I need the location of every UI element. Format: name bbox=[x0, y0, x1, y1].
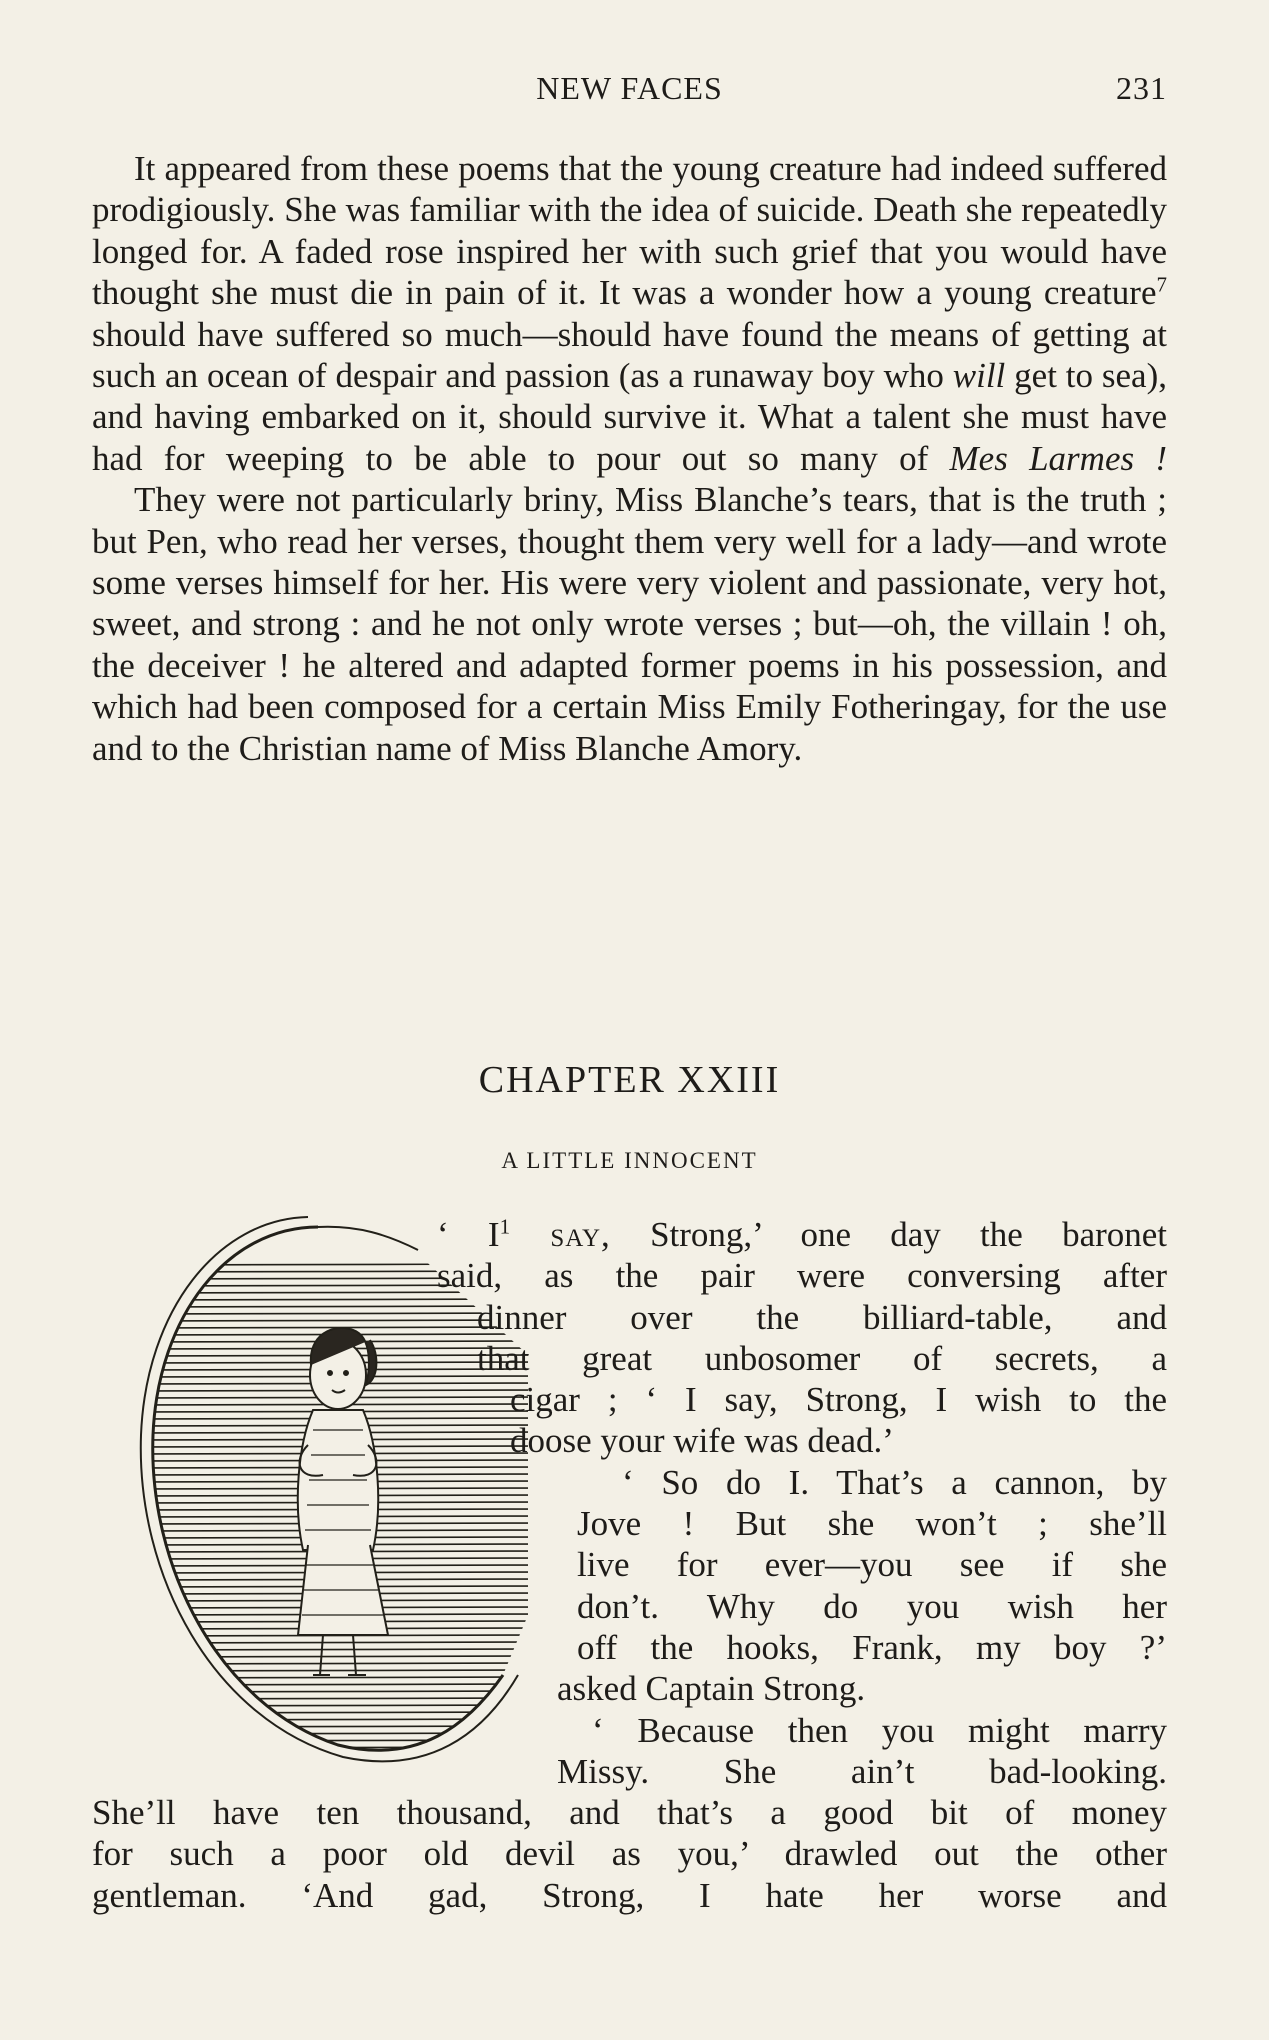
footnote-marker: 1 bbox=[499, 1214, 511, 1239]
text-line: don’t. Why do you wish her bbox=[577, 1586, 1167, 1626]
text-line: asked Captain Strong. bbox=[557, 1669, 866, 1709]
running-head bbox=[92, 70, 1167, 110]
text-line: gentleman. ‘And gad, Strong, I hate her worse and bbox=[92, 1875, 1167, 1915]
running-title: NEW FACES bbox=[536, 70, 723, 106]
emphasis: will bbox=[952, 356, 1006, 396]
text-line: for such a poor old devil as you,’ drawled out the other bbox=[92, 1834, 1167, 1874]
chapter-title: CHAPTER XXIII bbox=[478, 1059, 781, 1101]
small-caps-word: say, bbox=[510, 1215, 611, 1254]
text-line: Missy. She ain’t bad-looking. bbox=[557, 1751, 1167, 1791]
text-line: doose your wife was dead.’ bbox=[510, 1421, 894, 1461]
text-line: live for ever—you see if she bbox=[577, 1545, 1167, 1585]
text-line: ‘ Because then you might marry bbox=[592, 1710, 1167, 1750]
paragraph: They were not particularly briny, Miss Blanche’s tears, that is the truth ; but Pen, who read her verses, thought them very well for a lady—and wrote some verses himself for her. His were very violent and passionate, very hot, sweet, and strong : and he not only wrote verses ; but—oh, the villain ! oh, the deceiver ! he altered and adapted former poems in his possession, and which had been composed for a certain Miss Emily Fotheringay, for the use and to the Christian name of Miss Blanche Amory. bbox=[92, 480, 1167, 768]
emphasis-title: Mes Larmes ! bbox=[949, 438, 1168, 478]
text-line: ‘ So do I. That’s a cannon, by bbox=[622, 1462, 1167, 1502]
text-line: ‘ $I^1$ say, Strong,’ one day the baronet bbox=[437, 1214, 1167, 1254]
text-line: She’ll have ten thousand, and that’s a good bit of money bbox=[92, 1793, 1167, 1833]
text-line: cigar ; ‘ I say, Strong, I wish to the bbox=[510, 1380, 1167, 1420]
paragraph: It appeared from these poems that the young creature had indeed suffered prodigiously. She was familiar with the idea of suicide. Death she repeatedly longed for. A faded rose inspired her with such grief that you would have thought she must die in pain of it. It was a wonder how a young creature$^7$ should have suffered so much—should have found the means of getting at such an ocean of despair and passion (as a runaway boy who will get to sea), and having embarked on it, should survive it. What a talent she must have had for weeping to be able to pour out so many of Mes Larmes ! bbox=[92, 149, 1168, 478]
chapter-subtitle: A LITTLE INNOCENT bbox=[501, 1148, 758, 1173]
footnote-marker: 7 bbox=[1156, 272, 1167, 297]
chapter-opening-text bbox=[92, 1214, 1167, 1916]
text-line: Jove ! But she won’t ; she’ll bbox=[577, 1504, 1167, 1544]
text-line: that great unbosomer of secrets, a bbox=[477, 1338, 1167, 1378]
page-number: 231 bbox=[1116, 70, 1167, 106]
text-line: off the hooks, Frank, my boy ?’ bbox=[577, 1627, 1167, 1667]
opening-quote-initial: ‘ I bbox=[437, 1215, 500, 1254]
text-line: dinner over the billiard-table, and bbox=[477, 1297, 1167, 1337]
body-text bbox=[92, 148, 1167, 769]
text-line: said, as the pair were conversing after bbox=[437, 1256, 1167, 1296]
